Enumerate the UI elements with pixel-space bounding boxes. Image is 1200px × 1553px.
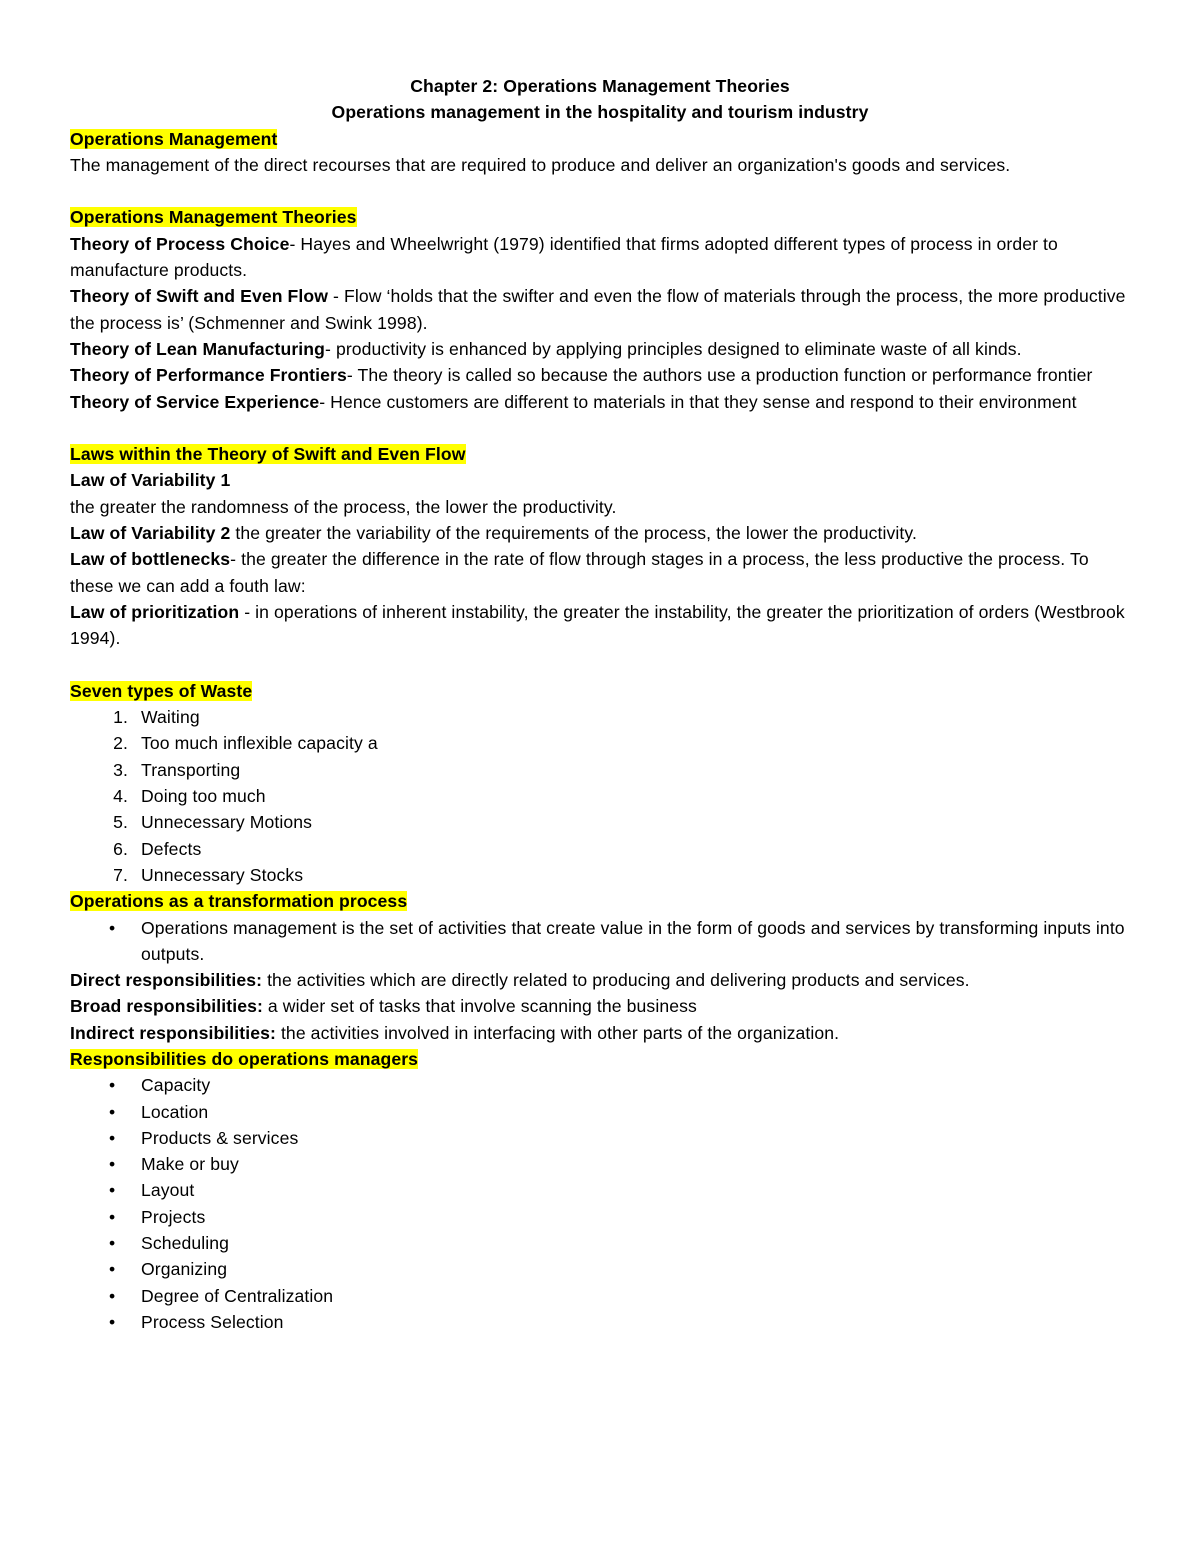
theory-term: Theory of Swift and Even Flow: [70, 286, 329, 307]
bullet-icon: •: [109, 1206, 116, 1227]
theory-item: [70, 389, 1130, 415]
law-term: Law of Variability 2: [70, 523, 231, 544]
definition: the activities involved in interfacing with other parts of the organization.: [275, 1022, 840, 1043]
highlight: Laws within the Theory of Swift and Even Flow: [70, 444, 466, 465]
list-item-text: Products & services: [141, 1127, 299, 1148]
list-number: 4.: [113, 786, 128, 807]
ops-mgmt-definition: The management of the direct recourses that are required to produce and deliver an organization's goods and services.: [70, 154, 1011, 175]
section-heading-laws: [70, 441, 1130, 467]
list-item-text: Process Selection: [141, 1311, 284, 1332]
highlight: Operations as a transformation process: [70, 891, 408, 912]
list-item: [70, 1309, 1130, 1335]
definition: a wider set of tasks that involve scanning the business: [262, 996, 697, 1017]
list-item: [70, 1230, 1130, 1256]
list-item: [70, 1283, 1130, 1309]
list-item-text: Transporting: [141, 759, 241, 780]
law-variability-1-term: Law of Variability 1: [70, 470, 231, 491]
law-variability-1-text: the greater the randomness of the process, the lower the productivity.: [70, 496, 617, 517]
list-item: [70, 836, 1130, 862]
page-title: Chapter 2: Operations Management Theories: [410, 76, 790, 96]
term: Direct responsibilities:: [70, 970, 263, 991]
section-heading-ops-mgmt: [70, 126, 1130, 152]
list-item: [70, 1177, 1130, 1203]
law-text: - in operations of inherent instability, the greater the instability, the greater the prioritization of orders (Westbrook 1994).: [70, 601, 1125, 649]
list-item-text: Layout: [141, 1180, 195, 1201]
list-item-text: Scheduling: [141, 1233, 230, 1254]
bullet-icon: •: [109, 917, 116, 938]
theory-item: [70, 362, 1130, 388]
theory-text: - Flow ‘holds that the swifter and even the flow of materials through the process, the more productive the process is’ (Schmenner and Swink 1998).: [70, 286, 1126, 333]
list-item-text: Too much inflexible capacity a: [141, 733, 378, 754]
bullet-icon: •: [109, 1127, 116, 1148]
list-item: [70, 1151, 1130, 1177]
list-item: [70, 1125, 1130, 1151]
bullet-icon: •: [109, 1101, 116, 1122]
list-item-text: Capacity: [141, 1075, 211, 1096]
bullet-icon: •: [109, 1154, 116, 1175]
section-heading-transformation: [70, 888, 1130, 914]
list-item-text: Doing too much: [141, 786, 266, 807]
list-item: [70, 915, 1130, 968]
document-page: [70, 73, 1130, 1335]
list-item-text: Organizing: [141, 1259, 228, 1280]
direct-responsibilities: [70, 967, 1130, 993]
law-term: Law of prioritization: [70, 601, 240, 622]
list-item: [70, 862, 1130, 888]
list-item-text: Unnecessary Motions: [141, 812, 313, 833]
list-number: 1.: [113, 707, 128, 728]
theory-term: Theory of Process Choice: [70, 233, 290, 254]
bullet-icon: •: [109, 1311, 116, 1332]
list-item: [70, 704, 1130, 730]
list-item-text: Defects: [141, 838, 202, 859]
list-item: [70, 1256, 1130, 1282]
list-item: [70, 1099, 1130, 1125]
law-term: Law of bottlenecks: [70, 549, 231, 570]
section-heading-responsibilities: [70, 1046, 1130, 1072]
section-heading-waste: [70, 678, 1130, 704]
indirect-responsibilities: [70, 1020, 1130, 1046]
law-text: the greater the variability of the requirements of the process, the lower the productivity.: [230, 523, 917, 544]
list-item: [70, 730, 1130, 756]
theory-text: - Hayes and Wheelwright (1979) identified that firms adopted different types of process in order to manufacture products.: [70, 233, 1058, 281]
term: Broad responsibilities:: [70, 996, 263, 1017]
law-prioritization: [70, 599, 1130, 652]
law-bottlenecks: [70, 546, 1130, 599]
section-heading-theories: [70, 204, 1130, 230]
theory-item: [70, 336, 1130, 362]
list-item-text: Degree of Centralization: [141, 1285, 334, 1306]
theory-item: [70, 231, 1130, 284]
bullet-icon: •: [109, 1259, 116, 1280]
law-text: - the greater the difference in the rate of flow through stages in a process, the less productive the process. To these we can add a fouth law:: [70, 549, 1089, 596]
theory-term: Theory of Lean Manufacturing: [70, 338, 325, 359]
list-number: 3.: [113, 759, 128, 780]
list-item-text: Unnecessary Stocks: [141, 864, 304, 885]
highlight: Seven types of Waste: [70, 680, 253, 701]
bullet-icon: •: [109, 1285, 116, 1306]
list-item: [70, 809, 1130, 835]
list-number: 6.: [113, 838, 128, 859]
highlight: Operations Management: [70, 128, 278, 149]
list-number: 2.: [113, 733, 128, 754]
bullet-icon: •: [109, 1180, 116, 1201]
term: Indirect responsibilities:: [70, 1022, 276, 1043]
list-number: 7.: [113, 864, 128, 885]
theory-term: Theory of Service Experience: [70, 391, 320, 412]
broad-responsibilities: [70, 993, 1130, 1019]
responsibilities-list: [70, 1072, 1130, 1335]
list-item-text: Location: [141, 1101, 209, 1122]
list-item: [70, 783, 1130, 809]
bullet-icon: •: [109, 1075, 116, 1096]
list-item-text: Make or buy: [141, 1154, 239, 1175]
theory-text: - The theory is called so because the authors use a production function or performance frontier: [346, 365, 1093, 386]
list-item-text: Operations management is the set of activities that create value in the form of goods and services by transforming inputs into outputs.: [141, 917, 1125, 964]
waste-list: [70, 704, 1130, 888]
highlight: Responsibilities do operations managers: [70, 1048, 419, 1069]
page-subtitle: Operations management in the hospitality and tourism industry: [331, 102, 869, 123]
bullet-icon: •: [109, 1233, 116, 1254]
definition: the activities which are directly related to producing and delivering products and services.: [262, 970, 970, 991]
theories-list: [70, 231, 1130, 415]
list-item: [70, 1204, 1130, 1230]
theory-text: - Hence customers are different to materials in that they sense and respond to their environment: [319, 391, 1077, 412]
list-item-text: Waiting: [141, 707, 200, 728]
list-number: 5.: [113, 812, 128, 833]
highlight: Operations Management Theories: [70, 207, 357, 228]
list-item-text: Projects: [141, 1206, 206, 1227]
law-variability-2: [70, 520, 1130, 546]
theory-item: [70, 283, 1130, 336]
list-item: [70, 757, 1130, 783]
theory-text: - productivity is enhanced by applying principles designed to eliminate waste of all kinds.: [325, 338, 1022, 359]
list-item: [70, 1072, 1130, 1098]
theory-term: Theory of Performance Frontiers: [70, 365, 347, 386]
